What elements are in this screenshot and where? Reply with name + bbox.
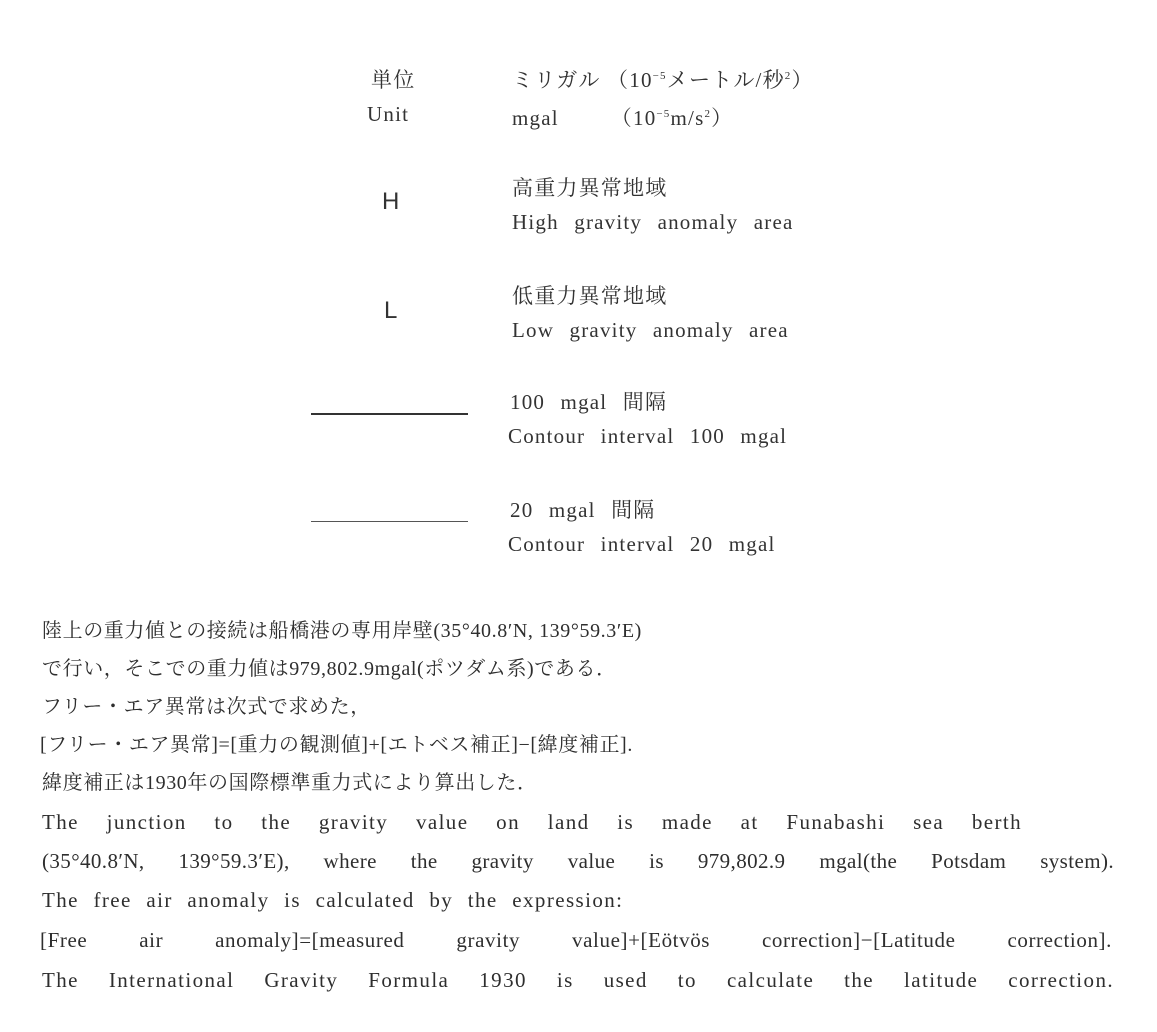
note-en-line-4: [Free air anomaly]=[measured gravity value]+[Eötvös correction]−[Latitude correction]. bbox=[40, 928, 1112, 952]
unit-label-en: Unit bbox=[367, 102, 410, 126]
note-en-line-1: The junction to the gravity value on land is made at Funabashi sea berth bbox=[42, 810, 1022, 834]
low-symbol: L bbox=[384, 297, 398, 324]
low-label-ja: 低重力異常地域 bbox=[512, 284, 668, 308]
unit-value-en-square: 2 bbox=[704, 108, 712, 120]
note-ja-line-5: 緯度補正は1930年の国際標準重力式により算出した． bbox=[42, 772, 538, 794]
high-label-ja: 高重力異常地域 bbox=[512, 176, 668, 200]
contour-100-label-ja: 100 mgal 間隔 bbox=[510, 390, 668, 414]
note-ja-line-2: で行い，そこでの重力値は979,802.9mgal(ポツダム系)である． bbox=[42, 658, 617, 680]
note-ja-line-4: [フリー・エア異常]=[重力の観測値]+[エトベス補正]−[緯度補正]. bbox=[40, 734, 633, 756]
unit-value-ja-exponent: −5 bbox=[652, 70, 667, 82]
unit-value-ja bbox=[512, 64, 814, 94]
unit-value-ja-prefix: ミリガル （10 bbox=[512, 68, 653, 92]
unit-value-en bbox=[512, 102, 733, 132]
contour-20-label-en: Contour interval 20 mgal bbox=[508, 532, 776, 556]
note-en-line-5: The International Gravity Formula 1930 is used to calculate the latitude correction. bbox=[42, 968, 1114, 992]
high-symbol: H bbox=[382, 188, 400, 215]
unit-label-ja: 単位 bbox=[371, 68, 416, 92]
contour-100-label-en: Contour interval 100 mgal bbox=[508, 424, 788, 448]
unit-value-ja-close: ） bbox=[791, 68, 814, 92]
unit-value-ja-suffix: メートル/秒 bbox=[666, 68, 785, 92]
note-ja-line-3: フリー・エア異常は次式で求めた， bbox=[42, 696, 371, 718]
unit-value-en-close: ） bbox=[711, 106, 734, 130]
unit-value-en-open: （10 bbox=[610, 106, 657, 130]
low-label-en: Low gravity anomaly area bbox=[512, 318, 789, 342]
contour-100-line bbox=[311, 413, 468, 415]
note-en-line-2: (35°40.8′N, 139°59.3′E), where the gravity value is 979,802.9 mgal(the Potsdam system). bbox=[42, 849, 1114, 873]
note-en-line-3: The free air anomaly is calculated by the expression: bbox=[42, 888, 624, 912]
contour-20-label-ja: 20 mgal 間隔 bbox=[510, 498, 656, 522]
high-label-en: High gravity anomaly area bbox=[512, 210, 794, 234]
unit-value-en-prefix: mgal bbox=[512, 106, 559, 130]
note-ja-line-1: 陸上の重力値との接続は船橋港の専用岸壁(35°40.8′N, 139°59.3′E) bbox=[42, 620, 642, 642]
unit-value-en-mid: m/s bbox=[670, 106, 705, 130]
contour-20-line bbox=[311, 521, 468, 522]
unit-value-en-exponent: −5 bbox=[656, 108, 671, 120]
unit-value-ja-square: 2 bbox=[784, 70, 792, 82]
